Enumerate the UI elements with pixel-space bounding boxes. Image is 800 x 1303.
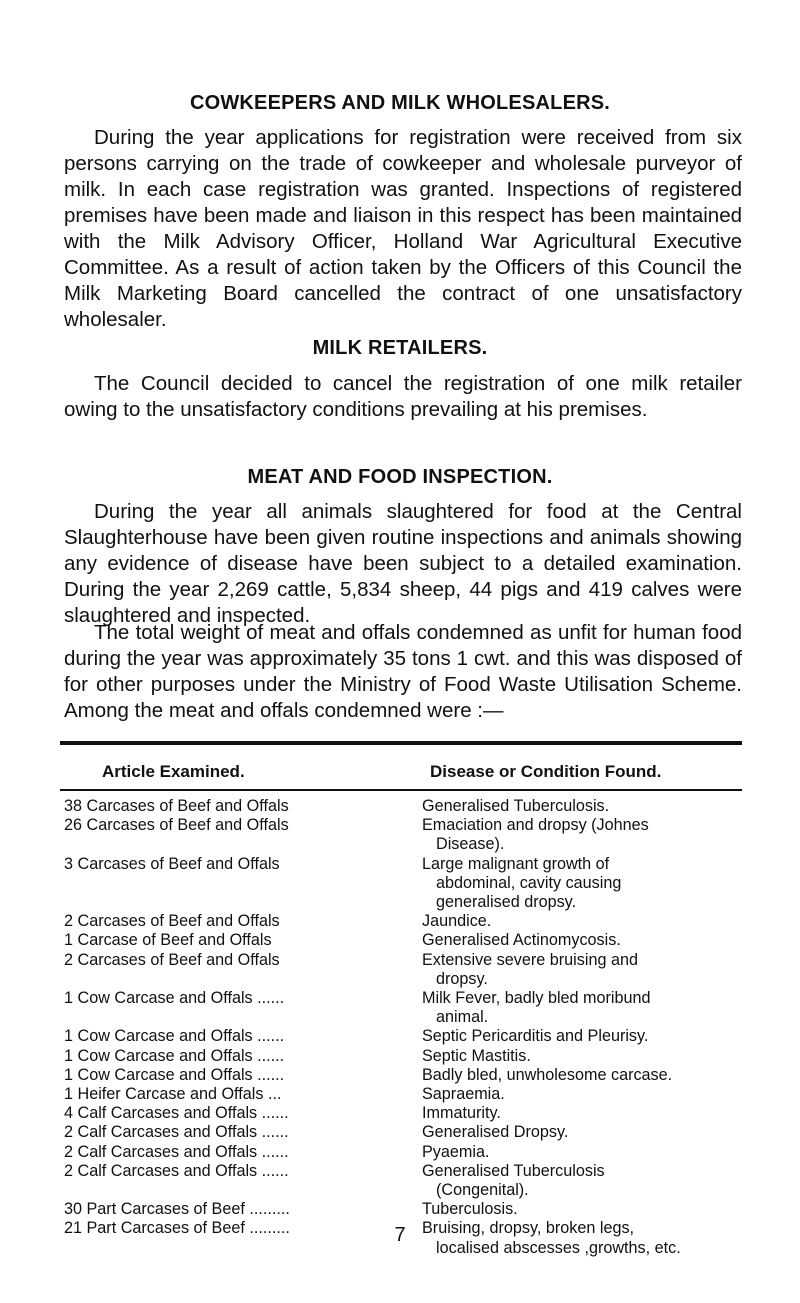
disease-row: animal.	[436, 1008, 489, 1027]
disease-row: Generalised Tuberculosis	[422, 1161, 605, 1180]
disease-row: Generalised Dropsy.	[422, 1123, 569, 1142]
article-row: 2 Calf Carcases and Offals ......	[64, 1161, 289, 1180]
disease-row: Milk Fever, badly bled moribund	[422, 989, 651, 1008]
disease-row: Immaturity.	[422, 1104, 501, 1123]
article-row: 1 Cow Carcase and Offals ......	[64, 1027, 285, 1046]
article-column	[64, 797, 394, 1239]
article-row: 1 Cow Carcase and Offals ......	[64, 1046, 285, 1065]
article-row: 1 Carcase of Beef and Offals	[64, 931, 272, 950]
meat-inspection-heading: MEAT AND FOOD INSPECTION.	[247, 466, 553, 488]
article-row: 2 Carcases of Beef and Offals	[64, 912, 280, 931]
table-header-rule	[60, 789, 742, 791]
article-row: 3 Carcases of Beef and Offals	[64, 854, 280, 873]
page-number: 7	[394, 1224, 406, 1246]
disease-row: Generalised Tuberculosis.	[422, 797, 610, 815]
meat-inspection-paragraph-1: During the year all animals slaughtered for food at the Central Slaughterhouse have been given routine inspections and animals showing any evidence of disease have been subject to a detailed examination. During the year 2,269 cattle, 5,834 sheep, 44 pigs and 419 calves were slaughtered and inspected.	[64, 500, 742, 627]
disease-row: (Congenital).	[436, 1181, 529, 1200]
article-row: 1 Heifer Carcase and Offals ...	[64, 1085, 282, 1104]
retailers-paragraph: The Council decided to cancel the registration of one milk retailer owing to the unsatisfactory conditions prevailing at his premises.	[64, 372, 742, 421]
retailers-heading: MILK RETAILERS.	[312, 337, 488, 359]
disease-row: Septic Mastitis.	[422, 1046, 531, 1065]
disease-row: Bruising, dropsy, broken legs,	[422, 1219, 635, 1238]
meat-inspection-paragraph-2: The total weight of meat and offals condemned as unfit for human food during the year was approximately 35 tons 1 cwt. and this was disposed of for other purposes under the Ministry of Food Waste Utilisation Scheme. Among the meat and offals condemned were :—	[64, 621, 742, 722]
article-row	[64, 835, 394, 854]
column-header-disease: Disease or Condition Found.	[430, 762, 662, 781]
article-row: 21 Part Carcases of Beef .........	[64, 1219, 290, 1238]
disease-column	[422, 797, 762, 1258]
article-row: 1 Cow Carcase and Offals ......	[64, 1065, 285, 1084]
disease-row: Septic Pericarditis and Pleurisy.	[422, 1027, 649, 1046]
cowkeepers-paragraph: During the year applications for registration were received from six persons carrying on the trade of cowkeeper and wholesale purveyor of milk. In each case registration was granted. Inspections of registered premises have been made and liaison in this respect has been maintained with the Milk Advisory Officer, Holland War Agricultural Executive Committee. As a result of action taken by the Officers of this Council the Milk Marketing Board cancelled the contract of one unsatisfactory wholesaler.	[64, 126, 742, 331]
article-row: 1 Cow Carcase and Offals ......	[64, 989, 285, 1008]
disease-row: abdominal, cavity causing	[436, 873, 622, 892]
article-row: 26 Carcases of Beef and Offals	[64, 816, 289, 835]
article-row	[64, 1008, 394, 1027]
article-row	[64, 893, 394, 912]
disease-row: Disease).	[436, 835, 505, 854]
article-row: 2 Calf Carcases and Offals ......	[64, 1123, 289, 1142]
disease-row: Pyaemia.	[422, 1142, 490, 1161]
article-row: 30 Part Carcases of Beef .........	[64, 1200, 290, 1219]
disease-row: Extensive severe bruising and	[422, 950, 638, 969]
disease-row: Emaciation and dropsy (Johnes	[422, 816, 649, 835]
disease-row: Jaundice.	[422, 912, 492, 931]
article-row: 4 Calf Carcases and Offals ......	[64, 1104, 289, 1123]
article-row: 2 Calf Carcases and Offals ......	[64, 1142, 289, 1161]
disease-row: Sapraemia.	[422, 1085, 505, 1104]
disease-row: Badly bled, unwholesome carcase.	[422, 1065, 673, 1084]
article-row: 2 Carcases of Beef and Offals	[64, 950, 280, 969]
disease-row: Large malignant growth of	[422, 854, 610, 873]
disease-row: dropsy.	[436, 969, 488, 988]
cowkeepers-heading: COWKEEPERS AND MILK WHOLESALERS.	[189, 92, 611, 114]
article-row: 38 Carcases of Beef and Offals	[64, 797, 289, 815]
disease-row: localised abscesses ,growths, etc.	[436, 1238, 681, 1257]
article-row	[64, 1181, 394, 1200]
article-row	[64, 970, 394, 989]
column-header-article: Article Examined.	[102, 762, 245, 781]
disease-row: generalised dropsy.	[436, 893, 577, 912]
disease-row: Tuberculosis.	[422, 1200, 518, 1219]
disease-row: Generalised Actinomycosis.	[422, 931, 621, 950]
article-row	[64, 874, 394, 893]
table-top-rule	[60, 741, 742, 745]
